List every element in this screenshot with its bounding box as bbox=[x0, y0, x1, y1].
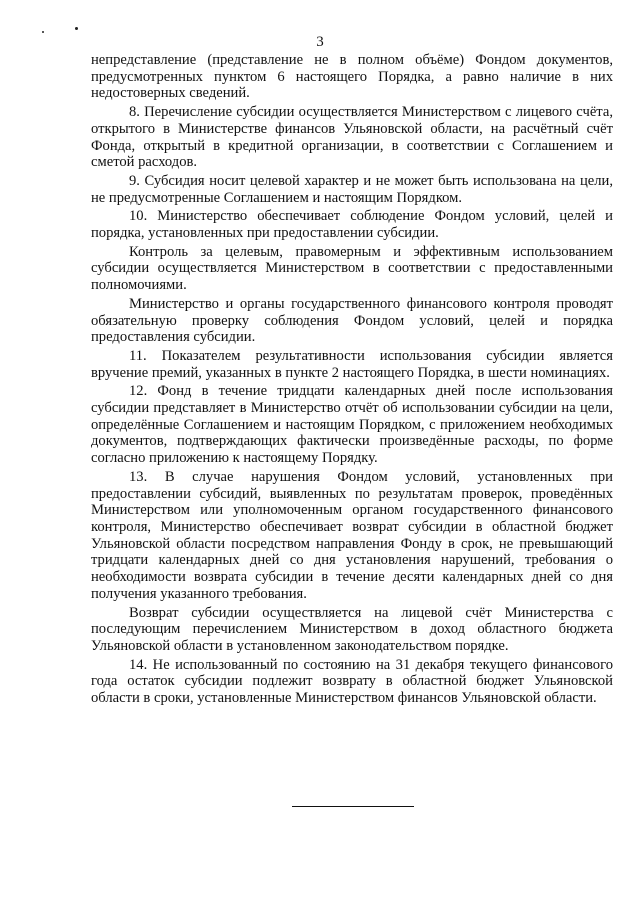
paragraph-12: 12. Фонд в течение тридцати календарных дней после использования субсидии представляет в Министерство отчёт об использовании субсидии на цели, определённые Соглашением и настоящим Порядком, с приложением необходимых документов, подтверждающих фактически произведённые расходы, по форме согласно приложению к настоящему Порядку. bbox=[91, 383, 613, 467]
paragraph-9: 9. Субсидия носит целевой характер и не может быть использована на цели, не предусмотренные Соглашением и настоящим Порядком. bbox=[91, 172, 613, 206]
paragraph-13: 13. В случае нарушения Фондом условий, установленных при предоставлении субсидий, выявленных по результатам проверок, проведённых Министерством или уполномоченным органом государственного финансового контроля, Министерство обеспечивает возврат субсидии в областной бюджет Ульяновской области посредством направления Фонду в срок, не превышающий тридцати календарных дней со дня установления нарушений, требования о необходимости возврата субсидии в течение десяти календарных дней со дня получения указанного требования. bbox=[91, 468, 613, 602]
paragraph-10-audit: Министерство и органы государственного финансового контроля проводят обязательную проверку соблюдения Фондом условий, целей и порядка предоставления субсидии. bbox=[91, 295, 613, 346]
paragraph-13-refund: Возврат субсидии осуществляется на лицевой счёт Министерства с последующим перечислением Министерством в доход областного бюджета Ульяновской области в установленном законодательством порядке. bbox=[91, 604, 613, 654]
paragraph-11: 11. Показателем результативности использования субсидии является вручение премий, указанных в пункте 2 настоящего Порядка, в шести номинациях. bbox=[91, 347, 613, 381]
paragraph-8: 8. Перечисление субсидии осуществляется Министерством с лицевого счёта, открытого в Министерстве финансов Ульяновской области, на расчётный счёт Фонда, открытый в кредитной организации, в соответствии с Соглашением и сметой расходов. bbox=[91, 104, 613, 171]
document-body bbox=[91, 52, 613, 709]
paragraph-continuation: непредставление (представление не в полном объёме) Фондом документов, предусмотренных пунктом 6 настоящего Порядка, а равно наличие в них недостоверных сведений. bbox=[91, 52, 613, 102]
end-of-document-rule bbox=[292, 806, 414, 807]
paragraph-14: 14. Не использованный по состоянию на 31 декабря текущего финансового года остаток субсидии подлежит возврату в областной бюджет Ульяновской области в сроки, установленные Министерством финансов Ульяновской области. bbox=[91, 656, 613, 707]
scan-speck bbox=[42, 31, 44, 33]
scan-speck bbox=[75, 27, 78, 30]
paragraph-10-control: Контроль за целевым, правомерным и эффективным использованием субсидии осуществляется Министерством в соответствии с предоставленными полномочиями. bbox=[91, 243, 613, 294]
paragraph-10: 10. Министерство обеспечивает соблюдение Фондом условий, целей и порядка, установленных при предоставлении субсидии. bbox=[91, 208, 613, 242]
page-number: 3 bbox=[316, 34, 324, 50]
